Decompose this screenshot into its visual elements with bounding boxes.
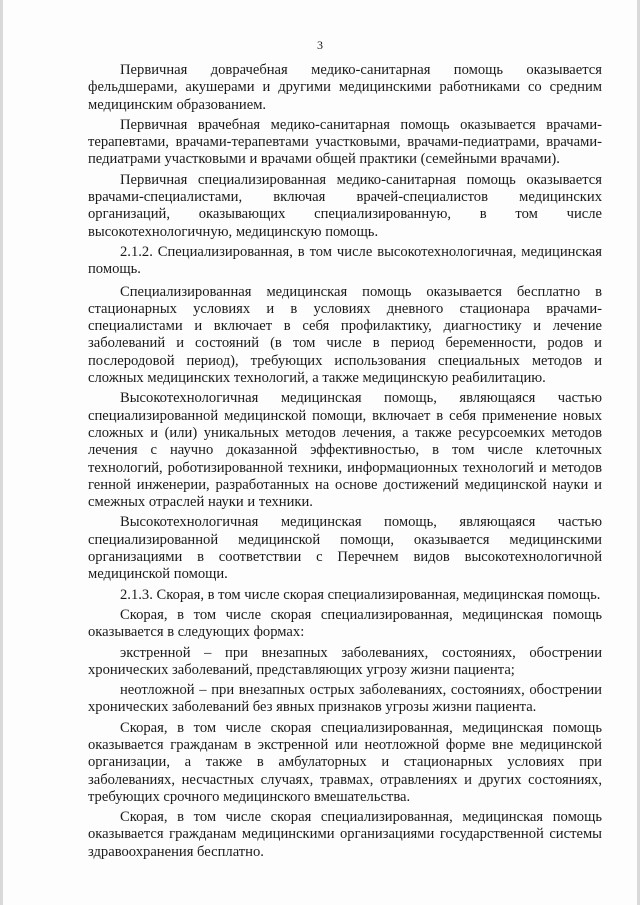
- paragraph-emergency-provision: Скорая, в том числе скорая специализированная, медицинская помощь оказывается гражданам в экстренной или неотложной форме вне медицинской организации, а также в амбулаторных и стационарных условиях при заболеваниях, несчастных случаях, травмах, отравлениях и других состояниях, требующих срочного медицинского вмешательства.: [88, 719, 602, 805]
- list-item-urgent-form: неотложной – при внезапных острых заболеваниях, состояниях, обострении хронических заболеваний без явных признаков угрозы жизни пациента.: [88, 682, 602, 716]
- scan-edge-left: [0, 0, 3, 905]
- document-body: [88, 62, 602, 861]
- paragraph-primary-prehospital-care: Первичная доврачебная медико-санитарная помощь оказывается фельдшерами, акушерами и другими медицинскими работниками со средним медицинским образованием.: [88, 62, 602, 113]
- paragraph-specialized-care: Специализированная медицинская помощь оказывается бесплатно в стационарных условиях и в условиях дневного стационара врачами-специалистами и включает в себя профилактику, диагностику и лечение заболеваний и состояний (в том числе в период беременности, родов и послеродовой период), требующих использования специальных методов и сложных медицинских технологий, а также медицинскую реабилитацию.: [88, 283, 602, 387]
- section-heading-2-1-2: 2.1.2. Специализированная, в том числе высокотехнологичная, медицинская помощь.: [88, 243, 602, 278]
- page-number: 3: [317, 38, 323, 52]
- paragraph-primary-specialized-care: Первичная специализированная медико-санитарная помощь оказывается врачами-специалистами, включая врачей-специалистов медицинских организаций, оказывающих специализированную, в том числе высокотехнологичную, медицинскую помощь.: [88, 171, 602, 240]
- paragraph-primary-physician-care: Первичная врачебная медико-санитарная помощь оказывается врачами-терапевтами, врачами-терапевтами участковыми, врачами-педиатрами, врачами-педиатрами участковыми и врачами общей практики (семейными врачами).: [88, 116, 602, 168]
- paragraph-high-tech-care-definition: Высокотехнологичная медицинская помощь, являющаяся частью специализированной медицинской помощи, включает в себя применение новых сложных и (или) уникальных методов лечения, а также ресурсоемких методов лечения с научно доказанной эффективностью, в том числе клеточных технологий, роботизированной техники, информационных технологий и методов генной инженерии, разработанных на основе достижений медицинской науки и смежных отраслей науки и техники.: [88, 390, 602, 511]
- paragraph-emergency-free: Скорая, в том числе скорая специализированная, медицинская помощь оказывается гражданам медицинскими организациями государственной системы здравоохранения бесплатно.: [88, 809, 602, 860]
- paragraph-emergency-forms: Скорая, в том числе скорая специализированная, медицинская помощь оказывается в следующих формах:: [88, 606, 602, 641]
- list-item-emergency-form: экстренной – при внезапных заболеваниях, состояниях, обострении хронических заболеваний, представляющих угрозу жизни пациента;: [88, 644, 602, 678]
- section-heading-2-1-3: 2.1.3. Скорая, в том числе скорая специализированная, медицинская помощь.: [120, 586, 601, 603]
- paragraph-high-tech-care-list: Высокотехнологичная медицинская помощь, являющаяся частью специализированной медицинской помощи, оказывается медицинскими организациями в соответствии с Перечнем видов высокотехнологичной медицинской помощи.: [88, 514, 602, 583]
